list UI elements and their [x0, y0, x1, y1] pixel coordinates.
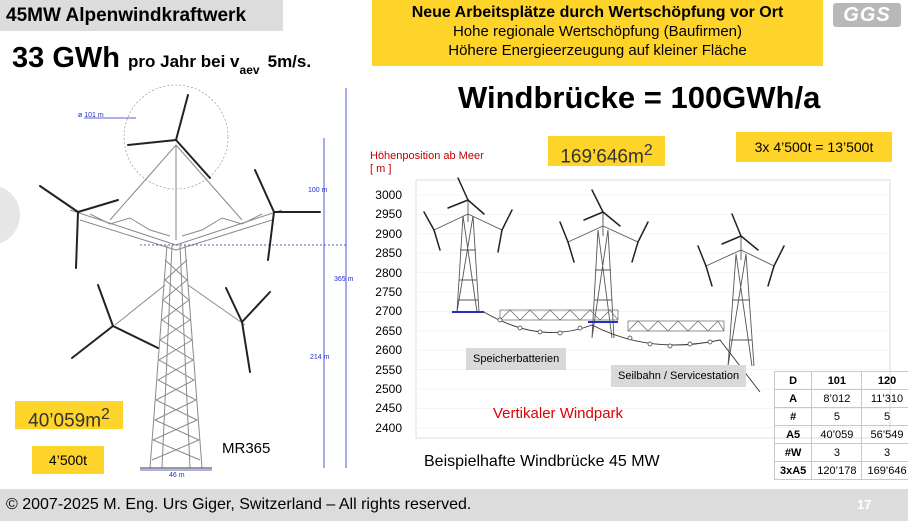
table-cell: D [775, 372, 812, 390]
y-tick-label: 2750 [375, 285, 402, 299]
y-tick-label: 2600 [375, 343, 402, 358]
y-axis-title [370, 150, 484, 176]
table-cell: A5 [775, 426, 812, 444]
y-tick-label: 2700 [375, 304, 402, 319]
dim-rotor: ø 101 m [78, 112, 104, 119]
table-cell: A [775, 390, 812, 408]
table-cell: 169’646 [862, 462, 908, 480]
slide-title: 45MW Alpenwindkraftwerk [0, 0, 283, 31]
y-tick-label: 2500 [375, 382, 402, 396]
y-tick-label: 2550 [375, 362, 402, 377]
table-cell: 40’059 [812, 426, 862, 444]
dimension-lines [84, 88, 346, 470]
table-cell: #W [775, 444, 812, 462]
headline-line-2: Hohe regionale Wertschöpfung (Baufirmen) [452, 23, 743, 40]
headline-line-3: Höhere Energieerzeugung auf kleiner Fläche [448, 42, 747, 59]
page-number: 17 [857, 497, 872, 512]
table-cell: 101 [812, 372, 862, 390]
bridge-girders [500, 310, 724, 331]
bridge-area-box [548, 136, 665, 166]
table-cell: 120’178 [812, 462, 862, 480]
windbruecke-title: Windbrücke = 100GWh/a [458, 80, 821, 115]
left-area-value: 40’059m [28, 410, 102, 432]
y-tick-label: 2400 [375, 420, 402, 435]
cable-label: Seilbahn / Servicestation [611, 365, 746, 387]
table-cell: 3xA5 [775, 462, 812, 480]
dim-upper: 100 m [308, 187, 328, 194]
table-cell: 5 [812, 408, 862, 426]
table-cell: 11’310 [862, 390, 908, 408]
vertical-windpark-label: Vertikaler Windpark [493, 405, 624, 422]
y-tick-label: 2950 [375, 207, 402, 222]
dim-lower: 214 m [310, 354, 330, 361]
y-tick-label: 3000 [375, 188, 402, 202]
table-row [775, 426, 908, 444]
bridge-area-exp: 2 [643, 142, 653, 159]
ggs-logo: GGS [833, 3, 901, 27]
y-axis-unit: [ m ] [370, 163, 392, 175]
bridge-area-value: 169’646m [560, 146, 644, 168]
headline-line-1: Neue Arbeitsplätze durch Wertschöpfung vor Ort [411, 4, 784, 21]
table-cell: 8’012 [812, 390, 862, 408]
rotor-blades [40, 95, 320, 372]
bridge-towers [434, 200, 774, 366]
bridge-weight-box: 3x 4’500t = 13’500t [736, 132, 892, 162]
y-tick-label: 2800 [375, 265, 402, 280]
y-tick-label: 2450 [375, 401, 402, 416]
left-area-exp: 2 [101, 406, 110, 423]
dim-base: 46 m [169, 472, 185, 479]
bridge-tower-3 [706, 236, 774, 366]
tower-model: MR365 [222, 440, 271, 457]
energy-suffix: 5m/s. [267, 52, 312, 71]
table-row [775, 444, 908, 462]
y-axis-title-text: Höhenposition ab Meer [370, 150, 484, 162]
table-cell: 56’549 [862, 426, 908, 444]
table-cell: 120 [862, 372, 908, 390]
energy-sub: aev [239, 62, 260, 77]
table-cell: 5 [862, 408, 908, 426]
y-tick-label: 2900 [375, 226, 402, 241]
bridge-tower-2 [568, 212, 638, 338]
left-area-box [15, 401, 123, 432]
table-cell: 3 [812, 444, 862, 462]
table-row [775, 462, 908, 480]
table-row [775, 390, 908, 408]
storage-label: Speicherbatterien [466, 348, 566, 370]
table-header-row [775, 372, 908, 390]
bridge-tower-1 [434, 200, 502, 312]
table-row [775, 408, 908, 426]
table-cell: # [775, 408, 812, 426]
y-tick-label: 2850 [375, 246, 402, 261]
headline-box [372, 0, 823, 66]
bridge-caption: Beispielhafte Windbrücke 45 MW [424, 453, 660, 470]
y-tick-label: 2650 [375, 323, 402, 338]
energy-value: 33 GWh [12, 42, 120, 74]
dim-total: 365 m [334, 276, 354, 283]
footer-copyright: © 2007-2025 M. Eng. Urs Giger, Switzerland – All rights reserved. [0, 489, 908, 521]
left-weight-box: 4’500t [32, 446, 104, 474]
dimension-table [774, 371, 908, 480]
globe-icon [0, 185, 20, 245]
energy-text: pro Jahr bei v [128, 52, 240, 71]
table-cell: 3 [862, 444, 908, 462]
